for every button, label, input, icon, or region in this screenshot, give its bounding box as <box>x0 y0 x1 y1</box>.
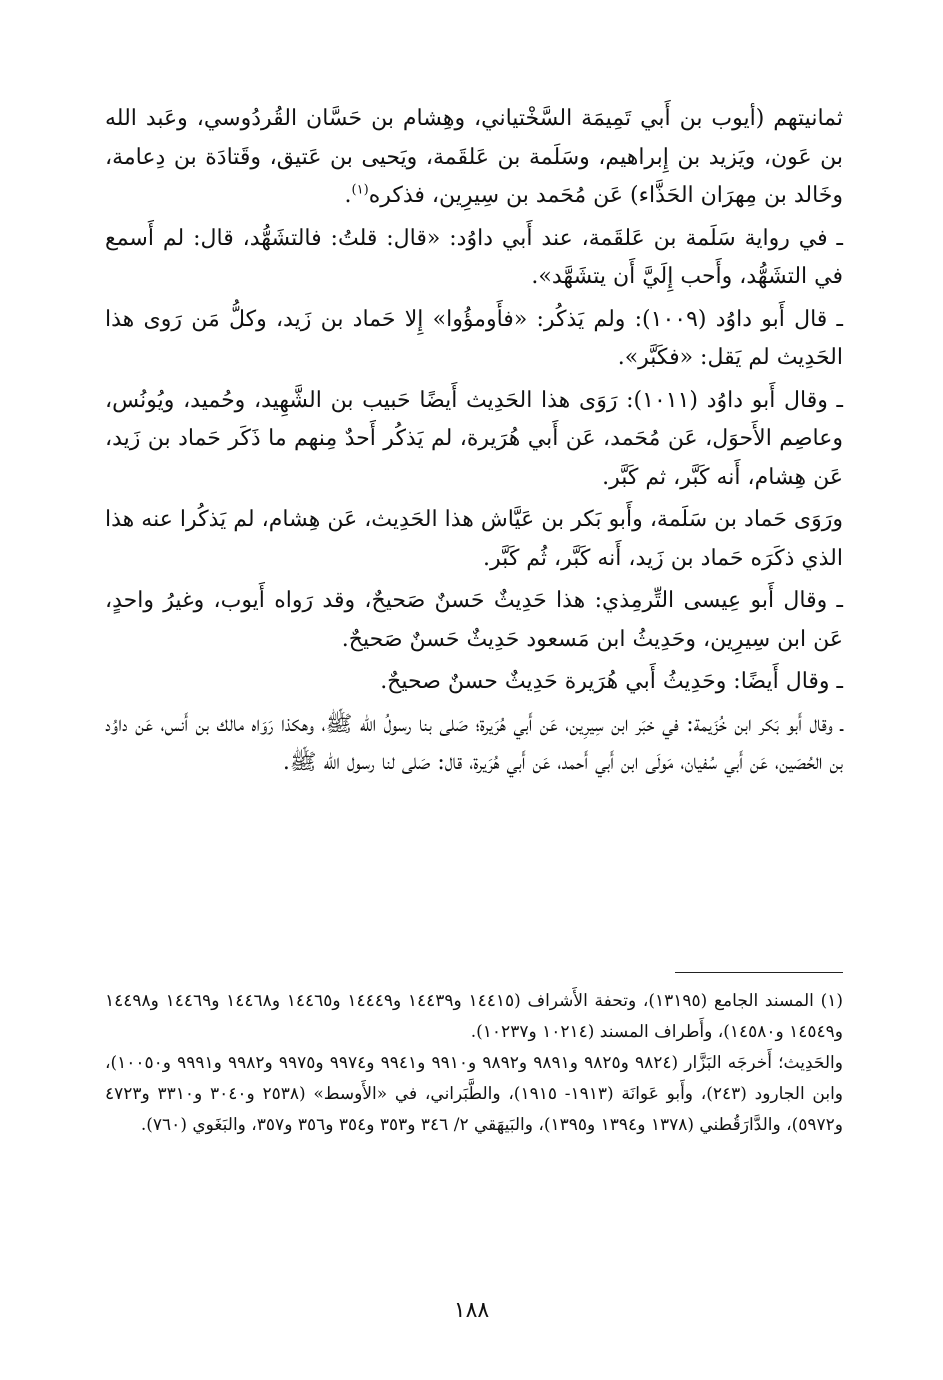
footnote-ref-1[interactable]: (١) <box>351 182 369 198</box>
footnote-1-continuation: والحَدِيث؛ أَخرجَه البَزَّار (٩٨٢٤ و٩٨٢٥ و٩٨٩١ و٩٨٩٢ و٩٩١٠ و٩٩٤١ و٩٩٧٤ و٩٩٧٥ و٩٩٨٢ و٩٩٩١ و١٠٠٥٠)، وابن الجارود (٢٤٣)، وأَبو عَوانَة (١٩١٣- ١٩١٥)، والطَّبَراني، في «الأَوسط» (٢٥٣٨ و٣٠٤٠ و٣٣١٠ و٤٧٢٣ و٥٩٧٢)، والدَّارَقُطني (١٣٧٨ و١٣٩٤ و١٣٩٥)، والبَيهَقي ٢/ ٣٤٦ و٣٥٣ و٣٥٤ و٣٥٦ و٣٥٧، والبَغَوي (٧٦٠). <box>105 1053 844 1135</box>
paragraph-3: ـ قال أَبو داوُد (١٠٠٩): ولم يَذكُر: «فأَومؤُوا» إِلا حَماد بن زَيد، وكلُّ مَن رَوى هذا الحَدِيث لم يَقل: «فكَبَّر». <box>105 306 844 370</box>
footnote-divider <box>675 972 843 973</box>
footnotes <box>105 986 843 1141</box>
page-number: ١٨٨ <box>453 1298 490 1323</box>
paragraph-1 <box>105 100 843 216</box>
paragraph-1-end: . <box>344 183 352 208</box>
main-text <box>105 100 843 787</box>
paragraph-5: ورَوَى حَماد بن سَلَمة، وأَبو بَكر بن عَيَّاش هذا الحَدِيث، عَن هِشام، لم يَذكُرا عنه هذا الذي ذكَرَه حَماد بن زَيد، أَنه كَبَّر، ثُم كَبَّر. <box>105 507 843 571</box>
paragraph-6: ـ وقال أَبو عِيسى التِّرمِذي: هذا حَدِيثٌ حَسنٌ صَحيحٌ، وقد رَواه أَيوب، وغيرُ واحدٍ، عَن ابن سِيرِين، وحَدِيثُ ابن مَسعود حَدِيثٌ حَسنٌ صَحيحٌ. <box>105 588 843 652</box>
paragraph-7: ـ وقال أَيضًا: وحَدِيثُ أَبي هُرَيرة حَدِيثٌ حسنٌ صحيحٌ. <box>380 669 843 694</box>
paragraph-8: ـ وقال أَبو بَكر ابن خُزَيمة: في خبَر ابن سِيرِين، عَن أَبي هُرَيرة؛ صَلى بنا رسولُ الله ﷺ، وهكذا رَوَاه مالك بن أَنس، عَن داوُد بن الحُصَين، عَن أَبي سُفيان، مَولَى ابن أَبي أَحمد، عَن أَبي هُرَيرة، قال: صَلى لنا رسول الله ﷺ. <box>105 711 843 775</box>
paragraph-1-text: ثمانيتهم (أيوب بن أَبي تَمِيمَة السَّخْتياني، وهِشام بن حَسَّان القُردُوسي، وعَبد الله بن عَون، ويَزيد بن إِبراهيم، وسَلَمة بن عَلقَمة، ويَحيى بن عَتيق، وقَتادَة بن دِعامة، وخَالد بن مِهرَان الحَذَّاء) عَن مُحَمد بن سِيرِين، فذكره <box>105 106 843 208</box>
paragraph-2: ـ في رواية سَلَمة بن عَلقَمة، عند أَبي داوُد: «قال: قلتُ: فالتشَهُّد، قال: لم أَسمع في التشَهُّد، وأَحب إِلَيَّ أَن يتشَهَّد». <box>105 225 843 289</box>
footnote-1: (١) المسند الجامع (١٣١٩٥)، وتحفة الأَشراف (١٤٤١٥ و١٤٤٣٩ و١٤٤٤٩ و١٤٤٦٥ و١٤٤٦٨ و١٤٤٦٩ و١٤٤٩٨ و١٤٥٤٩ و١٤٥٨٠)، وأَطراف المسند (١٠٢١٤ و١٠٢٣٧). <box>105 991 843 1042</box>
paragraph-4: ـ وقال أَبو داوُد (١٠١١): رَوَى هذا الحَدِيث أَيضًا حَبيب بن الشَّهِيد، وحُميد، ويُونُس، وعاصِم الأَحوَل، عَن مُحَمد، عَن أَبي هُرَيرة، لم يَذكُر أَحدٌ مِنهم ما ذَكَر حَماد بن زَيد، عَن هِشام، أَنه كَبَّر، ثم كَبَّر. <box>105 387 843 490</box>
